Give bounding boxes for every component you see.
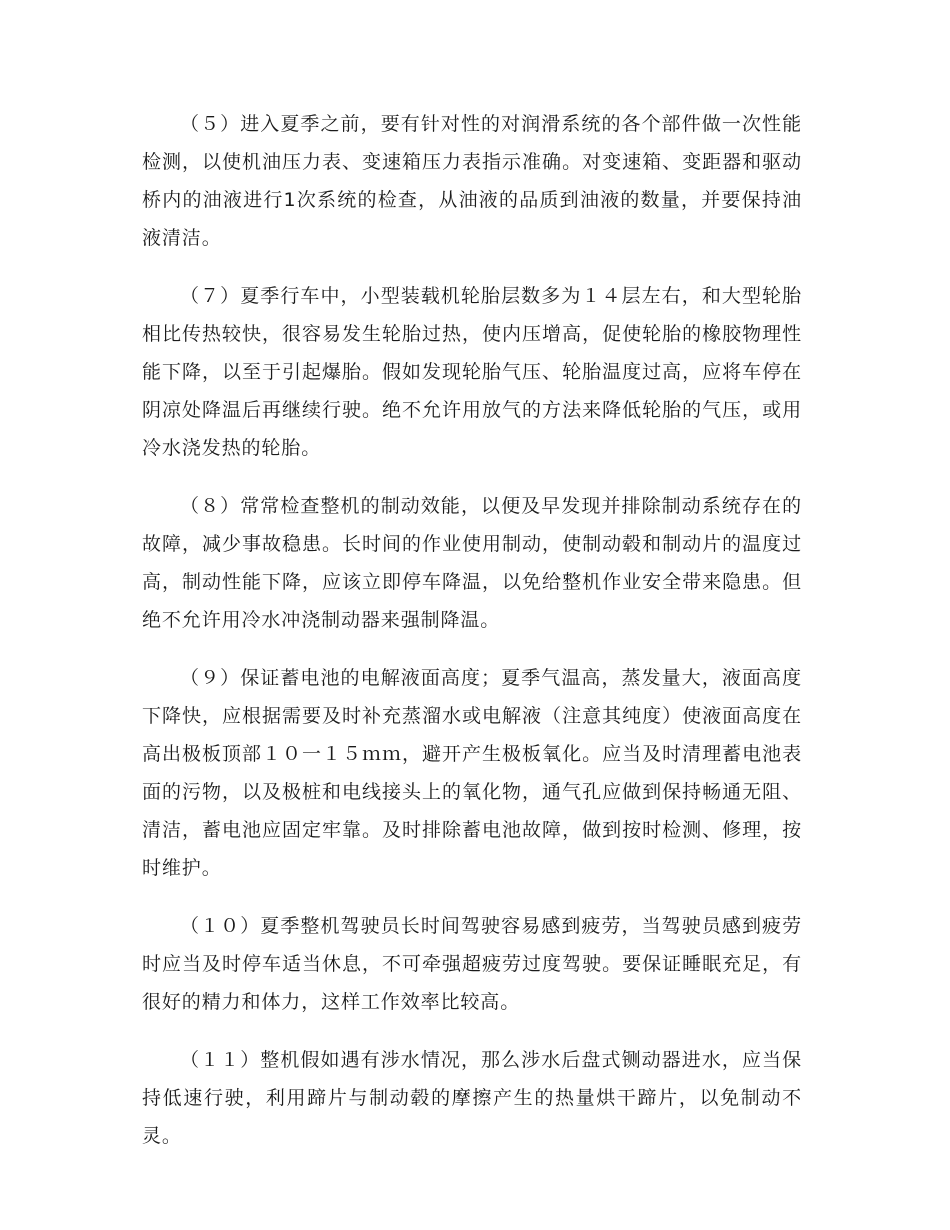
document-body bbox=[142, 105, 802, 1175]
paragraph-8: （８）常常检查整机的制动效能，以便及早发现并排除制动系统存在的故障，减少事故稳患。长时间的作业使用制动，使制动毂和制动片的温度过高，制动性能下降，应该立即停车降温，以免给整机作业安全带来隐患。但绝不允许用冷水冲浇制动器来强制降温。 bbox=[142, 495, 802, 631]
paragraph-11: （１１）整机假如遇有涉水情况，那么涉水后盘式铡动器进水，应当保持低速行驶，利用蹄片与制动毂的摩擦产生的热量烘干蹄片，以免制动不灵。 bbox=[142, 1049, 802, 1147]
paragraph-10: （１０）夏季整机驾驶员长时间驾驶容易感到疲劳，当驾驶员感到疲劳时应当及时停车适当休息，不可牵强超疲劳过度驾驶。要保证睡眠充足，有很好的精力和体力，这样工作效率比较高。 bbox=[142, 915, 802, 1013]
paragraph-5: （５）进入夏季之前，要有针对性的对润滑系统的各个部件做一次性能检测，以使机油压力表、变速箱压力表指示准确。对变速箱、变距器和驱动桥内的油液进行1次系统的检查，从油液的品质到油液的数量，并要保持油液清洁。 bbox=[142, 113, 802, 249]
paragraph-9: （９）保证蓄电池的电解液面高度；夏季气温高，蒸发量大，液面高度下降快，应根据需要及时补充蒸溜水或电解液（注意其纯度）使液面高度在高出极板顶部１０一１５ｍｍ，避开产生极板氧化。应当及时清理蓄电池表面的污物，以及极桩和电线接头上的氧化物，通气孔应做到保持畅通无阻、清洁，蓄电池应固定牢靠。及时排除蓄电池故障，做到按时检测、修理，按时维护。 bbox=[142, 667, 802, 879]
paragraph-7: （７）夏季行车中，小型装载机轮胎层数多为１４层左右，和大型轮胎相比传热较快，很容易发生轮胎过热，使内压增高，促使轮胎的橡胶物理性能下降，以至于引起爆胎。假如发现轮胎气压、轮胎温度过高，应将车停在阴凉处降温后再继续行驶。绝不允许用放气的方法来降低轮胎的气压，或用冷水浇发热的轮胎。 bbox=[142, 285, 802, 459]
